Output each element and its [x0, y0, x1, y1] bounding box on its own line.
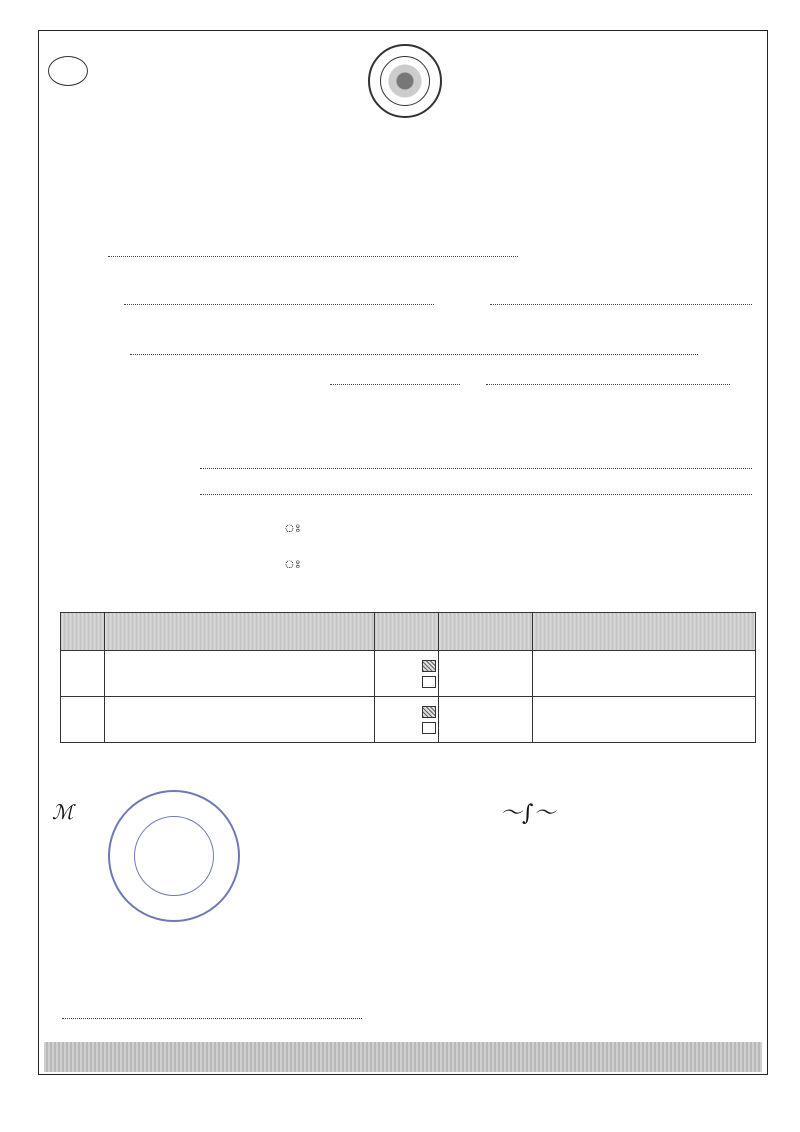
body-line1-dots	[130, 354, 698, 355]
row-name-cell[interactable]	[105, 651, 375, 697]
husband-checkbox[interactable]	[422, 660, 436, 672]
row-nid-cell[interactable]	[533, 697, 756, 743]
col-name	[105, 613, 375, 651]
row-serial	[61, 697, 105, 743]
row-nid-cell[interactable]	[533, 651, 756, 697]
office-stamp	[108, 790, 240, 922]
seal-emblem-icon	[380, 56, 430, 106]
row-serial	[61, 651, 105, 697]
col-relation	[375, 613, 439, 651]
table-row	[61, 697, 756, 743]
row-name-cell[interactable]	[105, 697, 375, 743]
stamp-center	[134, 816, 214, 896]
subject-name-line	[124, 304, 434, 305]
item-04-colon: ঃ	[284, 557, 301, 571]
father-line	[490, 304, 752, 305]
col-dob	[439, 613, 533, 651]
body-line2-dots-a	[330, 384, 460, 385]
row-relation-cell	[375, 697, 439, 743]
wife-checkbox[interactable]	[422, 676, 436, 688]
row-dob-cell[interactable]	[439, 697, 533, 743]
item-02-line1	[200, 468, 752, 469]
initial-signature-icon: ℳ	[52, 800, 74, 824]
row-relation-cell	[375, 651, 439, 697]
daughter-checkbox[interactable]	[422, 722, 436, 734]
family-table	[60, 612, 756, 743]
recipient-address-line	[62, 1018, 362, 1019]
body-line2-dots-b	[486, 384, 730, 385]
item-03-colon: ঃ	[284, 521, 301, 535]
footer-note	[44, 1042, 762, 1072]
son-checkbox[interactable]	[422, 706, 436, 718]
row-dob-cell[interactable]	[439, 651, 533, 697]
government-seal	[368, 44, 442, 118]
family-table-header	[61, 613, 756, 651]
col-serial	[61, 613, 105, 651]
col-nid	[533, 613, 756, 651]
officer-signature-icon: 〜∫〜	[500, 801, 556, 826]
table-row	[61, 651, 756, 697]
document-page	[38, 30, 768, 1075]
memo-underline	[108, 256, 518, 257]
corner-mark	[48, 56, 88, 86]
item-02-line2	[200, 494, 752, 495]
